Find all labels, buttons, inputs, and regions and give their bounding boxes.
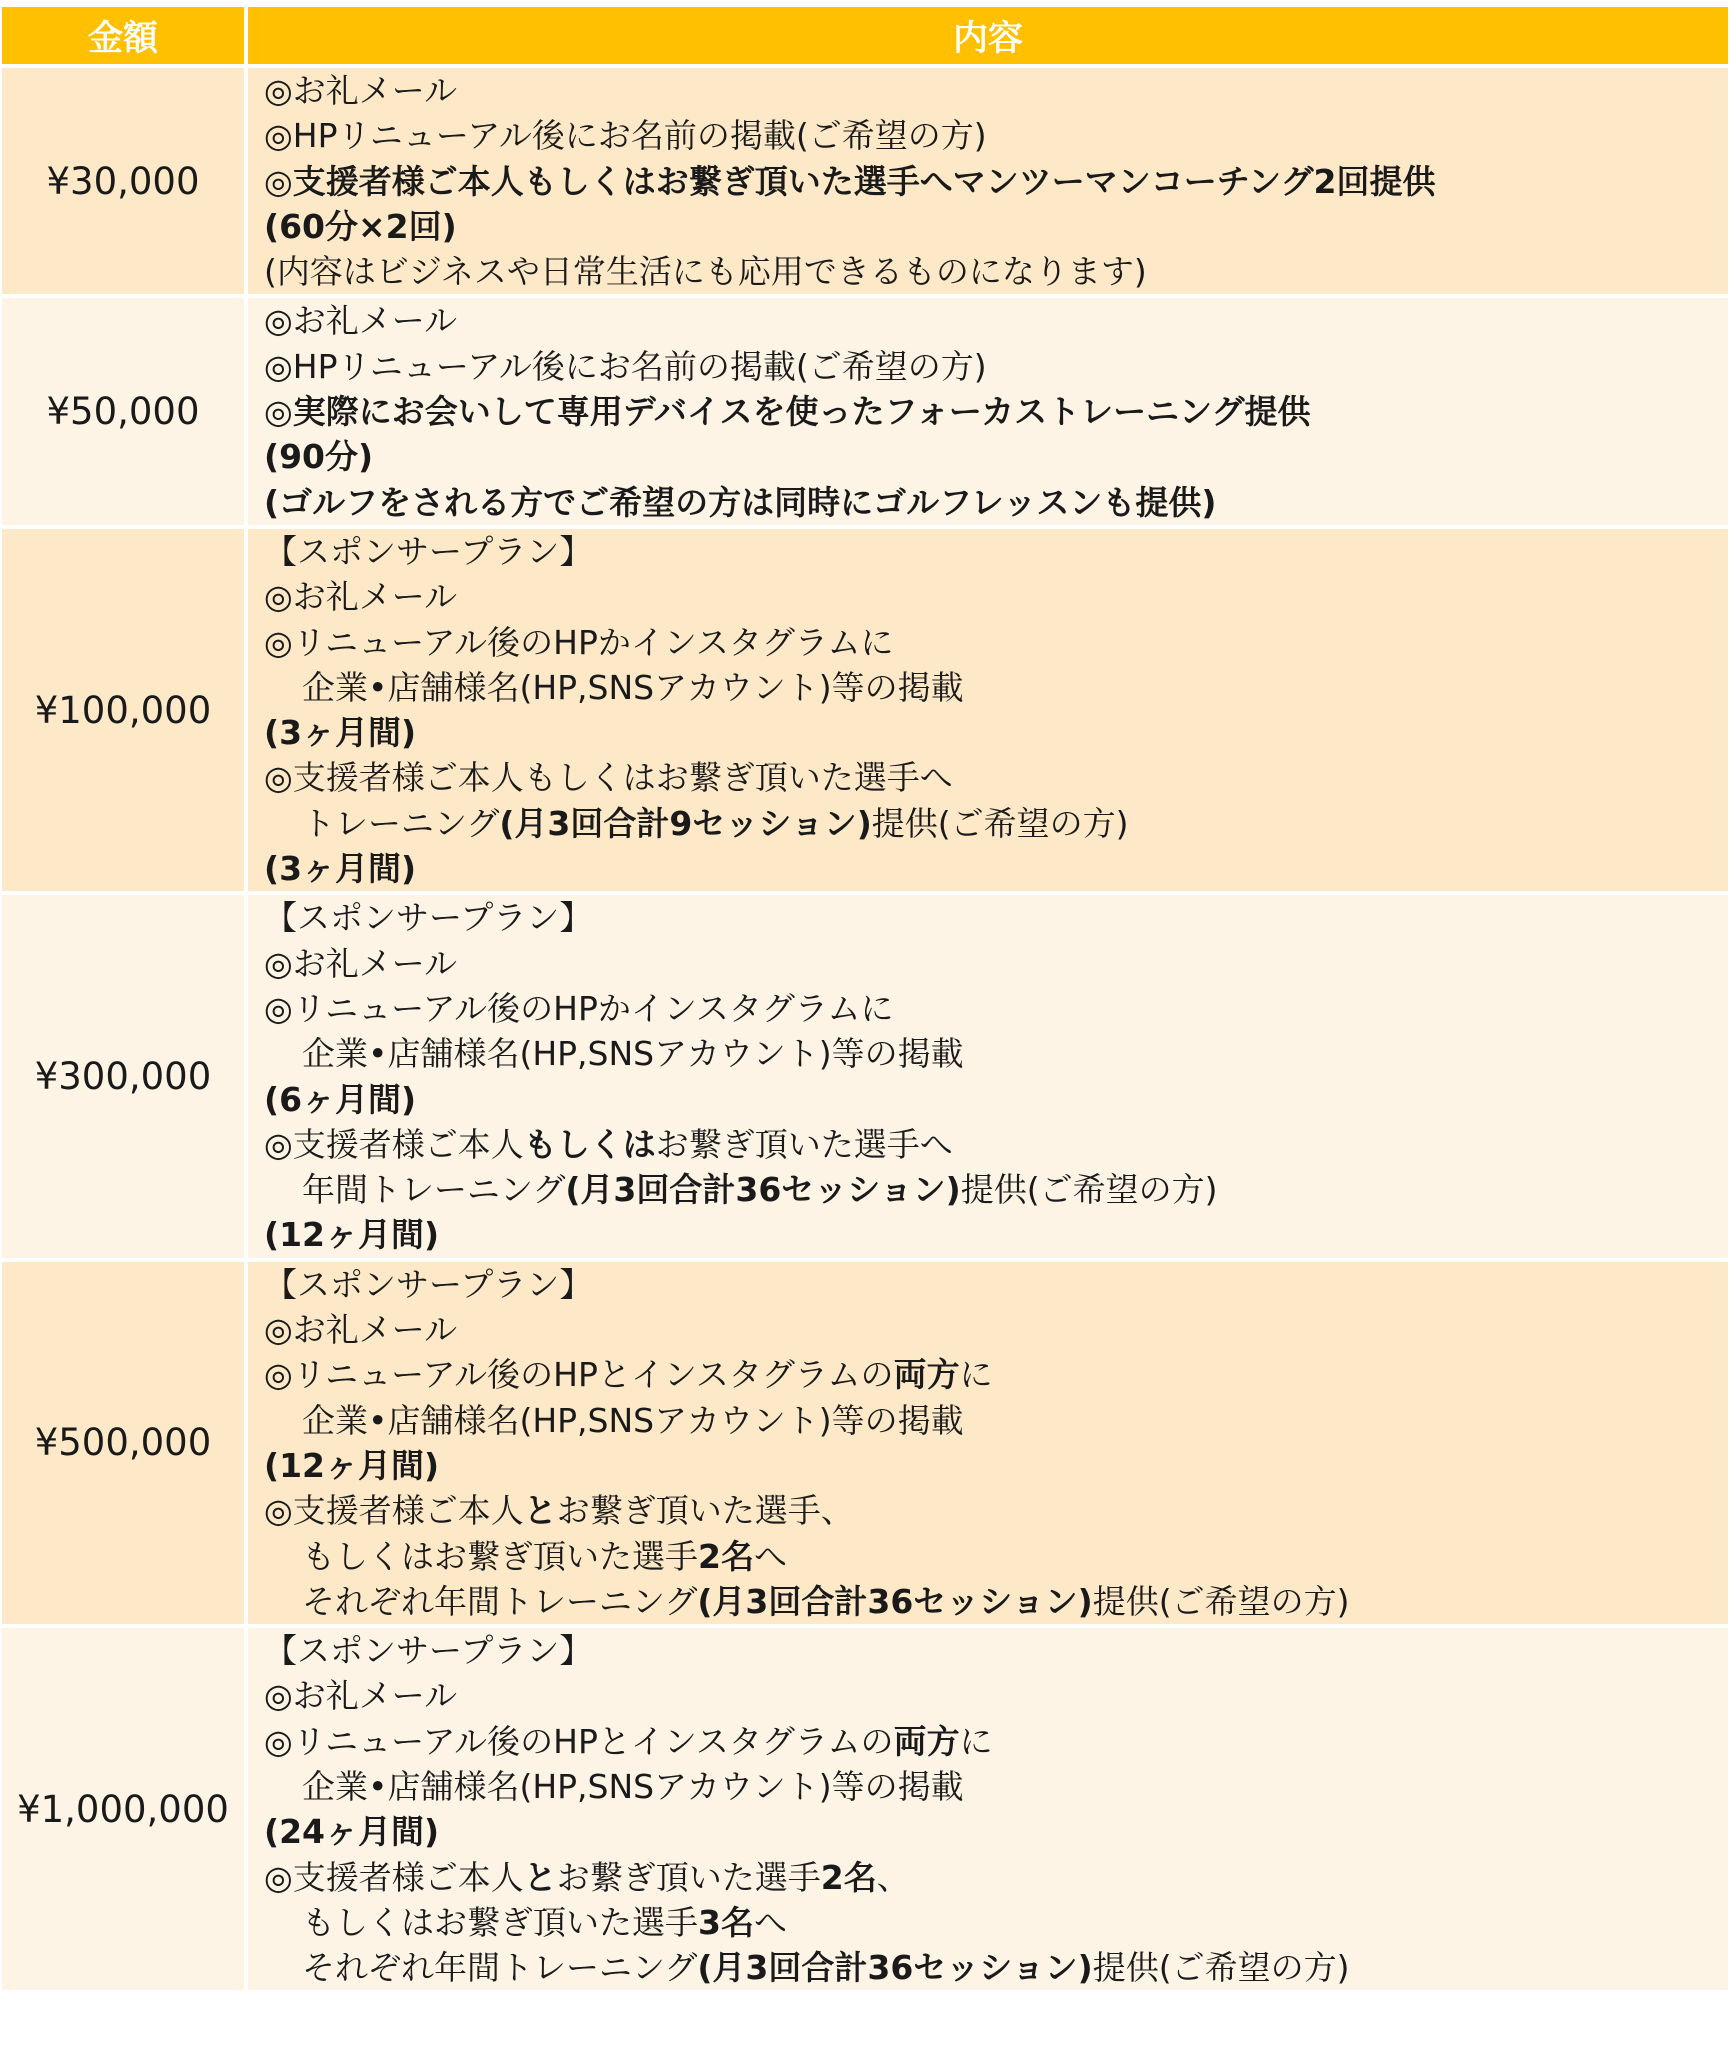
bold-text: (12ヶ月間) <box>264 1445 440 1485</box>
content-line <box>264 529 1728 574</box>
text: へ <box>753 1902 787 1942</box>
content-line <box>264 434 1728 479</box>
content-line <box>264 1212 1728 1257</box>
content-line <box>264 1307 1728 1352</box>
bold-text: (12ヶ月間) <box>264 1215 440 1255</box>
text: ◎お礼メール <box>264 943 458 983</box>
table-row <box>2 891 1728 1257</box>
content-line <box>264 846 1728 891</box>
content-line <box>264 1122 1728 1167</box>
text: ◎支援者様ご本人 <box>264 1857 524 1897</box>
text: ◎HPリニューアル後にお名前の掲載(ご希望の方) <box>264 346 987 386</box>
bold-text: (90分) <box>264 437 374 477</box>
content-line <box>264 941 1728 986</box>
content-line <box>264 620 1728 665</box>
content-line <box>264 801 1728 846</box>
text: お繋ぎ頂いた選手 <box>556 1857 821 1897</box>
content-line <box>264 1719 1728 1764</box>
bold-text: (60分×2回) <box>264 206 457 246</box>
bold-text: (24ヶ月間) <box>264 1812 440 1852</box>
text: に <box>959 1721 993 1761</box>
text: ◎支援者様ご本人 <box>264 1491 524 1531</box>
reward-table <box>2 7 1728 1990</box>
text: ◎お礼メール <box>264 1676 458 1716</box>
text: 提供(ご希望の方) <box>871 803 1129 843</box>
table-row <box>2 1258 1728 1624</box>
bold-text: (6ヶ月間) <box>264 1079 417 1119</box>
content-line <box>264 986 1728 1031</box>
content-cell <box>248 294 1728 524</box>
text: ◎お礼メール <box>264 1310 458 1350</box>
text: (内容はビジネスや日常生活にも応用できるものになります) <box>264 252 1147 292</box>
header-row <box>2 7 1728 64</box>
content-line <box>264 389 1728 434</box>
amount-cell: ¥100,000 <box>2 525 248 891</box>
content-line <box>264 895 1728 940</box>
header-content: 内容 <box>248 7 1728 64</box>
header-amount: 金額 <box>2 7 248 64</box>
bold-text: (ゴルフをされる方でご希望の方は同時にゴルフレッスンも提供) <box>264 482 1217 522</box>
content-line <box>264 710 1728 755</box>
text: 【スポンサープラン】 <box>264 1631 593 1671</box>
text: に <box>959 1355 993 1395</box>
content-line <box>264 1031 1728 1076</box>
content-line <box>264 1855 1728 1900</box>
content-line <box>264 1443 1728 1488</box>
content-line <box>264 665 1728 710</box>
text: ◎支援者様ご本人もしくはお繋ぎ頂いた選手へ <box>264 758 953 798</box>
bold-text: (月3回合計36セッション) <box>565 1170 961 1210</box>
text: ◎リニューアル後のHPかインスタグラムに <box>264 622 894 662</box>
content-line <box>264 1534 1728 1579</box>
bold-text: 3名 <box>698 1902 754 1942</box>
text: お繋ぎ頂いた選手へ <box>655 1124 953 1164</box>
content-line <box>264 1398 1728 1443</box>
amount-cell: ¥1,000,000 <box>2 1624 248 1990</box>
content-line <box>264 1262 1728 1307</box>
bold-text: 2名 <box>698 1536 754 1576</box>
text: 【スポンサープラン】 <box>264 531 593 571</box>
content-cell <box>248 525 1728 891</box>
content-cell <box>248 1624 1728 1990</box>
text: もしくはお繋ぎ頂いた選手 <box>302 1536 698 1576</box>
text: ◎お礼メール <box>264 71 458 110</box>
content-cell <box>248 1258 1728 1624</box>
bold-text: (月3回合計36セッション) <box>697 1948 1093 1988</box>
text: ◎リニューアル後のHPかインスタグラムに <box>264 988 894 1028</box>
content-cell <box>248 891 1728 1257</box>
text: 年間トレーニング <box>302 1170 566 1210</box>
content-line <box>264 1352 1728 1397</box>
table-row <box>2 525 1728 891</box>
text: 【スポンサープラン】 <box>264 1264 593 1304</box>
bold-text: (月3回合計9セッション) <box>499 803 872 843</box>
bold-text: ◎実際にお会いして専用デバイスを使ったフォーカストレーニング提供 <box>264 392 1311 432</box>
bold-text: (3ヶ月間) <box>264 713 417 753</box>
text: 企業•店舗様名(HP,SNSアカウント)等の掲載 <box>302 1034 964 1074</box>
text: 企業•店舗様名(HP,SNSアカウント)等の掲載 <box>302 667 964 707</box>
text: 提供(ご希望の方) <box>1092 1581 1350 1621</box>
content-line <box>264 574 1728 619</box>
text: 提供(ご希望の方) <box>1092 1948 1350 1988</box>
content-line <box>264 298 1728 343</box>
text: ◎お礼メール <box>264 301 458 341</box>
text: それぞれ年間トレーニング <box>302 1581 698 1621</box>
text: 企業•店舗様名(HP,SNSアカウント)等の掲載 <box>302 1400 964 1440</box>
text: 、 <box>876 1857 910 1897</box>
amount-cell: ¥300,000 <box>2 891 248 1257</box>
text: 【スポンサープラン】 <box>264 898 593 938</box>
text: ◎HPリニューアル後にお名前の掲載(ご希望の方) <box>264 116 987 156</box>
content-line <box>264 755 1728 800</box>
bold-text: と <box>523 1857 557 1897</box>
bold-text: ◎支援者様ご本人もしくはお繋ぎ頂いた選手へマンツーマンコーチング2回提供 <box>264 161 1436 201</box>
content-line <box>264 68 1728 113</box>
bold-text: 2名 <box>820 1857 877 1897</box>
content-line <box>264 480 1728 525</box>
content-line <box>264 1628 1728 1673</box>
text: ◎支援者様ご本人 <box>264 1124 524 1164</box>
text: へ <box>753 1536 787 1576</box>
bold-text: 両方 <box>893 1721 960 1761</box>
table-header <box>2 7 1728 64</box>
table-body <box>2 64 1728 1990</box>
content-line <box>264 1488 1728 1533</box>
text: お繋ぎ頂いた選手、 <box>556 1491 854 1531</box>
bold-text: と <box>523 1491 557 1531</box>
content-line <box>264 113 1728 158</box>
content-line <box>264 1764 1728 1809</box>
text: もしくはお繋ぎ頂いた選手 <box>302 1902 698 1942</box>
content-line <box>264 1579 1728 1624</box>
amount-cell: ¥50,000 <box>2 294 248 524</box>
table-row <box>2 64 1728 294</box>
content-line <box>264 1077 1728 1122</box>
content-line <box>264 344 1728 389</box>
table-row <box>2 1624 1728 1990</box>
content-line <box>264 1900 1728 1945</box>
content-line <box>264 1945 1728 1990</box>
content-line <box>264 1673 1728 1718</box>
amount-cell: ¥500,000 <box>2 1258 248 1624</box>
content-line <box>264 249 1728 294</box>
bold-text: (3ヶ月間) <box>264 849 417 889</box>
text: トレーニング <box>302 803 500 843</box>
content-line <box>264 1809 1728 1854</box>
text: それぞれ年間トレーニング <box>302 1948 698 1988</box>
text: ◎リニューアル後のHPとインスタグラムの <box>264 1355 894 1395</box>
content-line <box>264 1167 1728 1212</box>
amount-cell: ¥30,000 <box>2 64 248 294</box>
text: ◎お礼メール <box>264 577 458 617</box>
text: 企業•店舗様名(HP,SNSアカウント)等の掲載 <box>302 1766 964 1806</box>
content-line <box>264 159 1728 204</box>
content-cell <box>248 64 1728 294</box>
content-line <box>264 204 1728 249</box>
bold-text: 両方 <box>893 1355 960 1395</box>
text: 提供(ご希望の方) <box>960 1170 1218 1210</box>
bold-text: もしくは <box>523 1124 656 1164</box>
text: ◎リニューアル後のHPとインスタグラムの <box>264 1721 894 1761</box>
table-row <box>2 294 1728 524</box>
bold-text: (月3回合計36セッション) <box>697 1581 1093 1621</box>
